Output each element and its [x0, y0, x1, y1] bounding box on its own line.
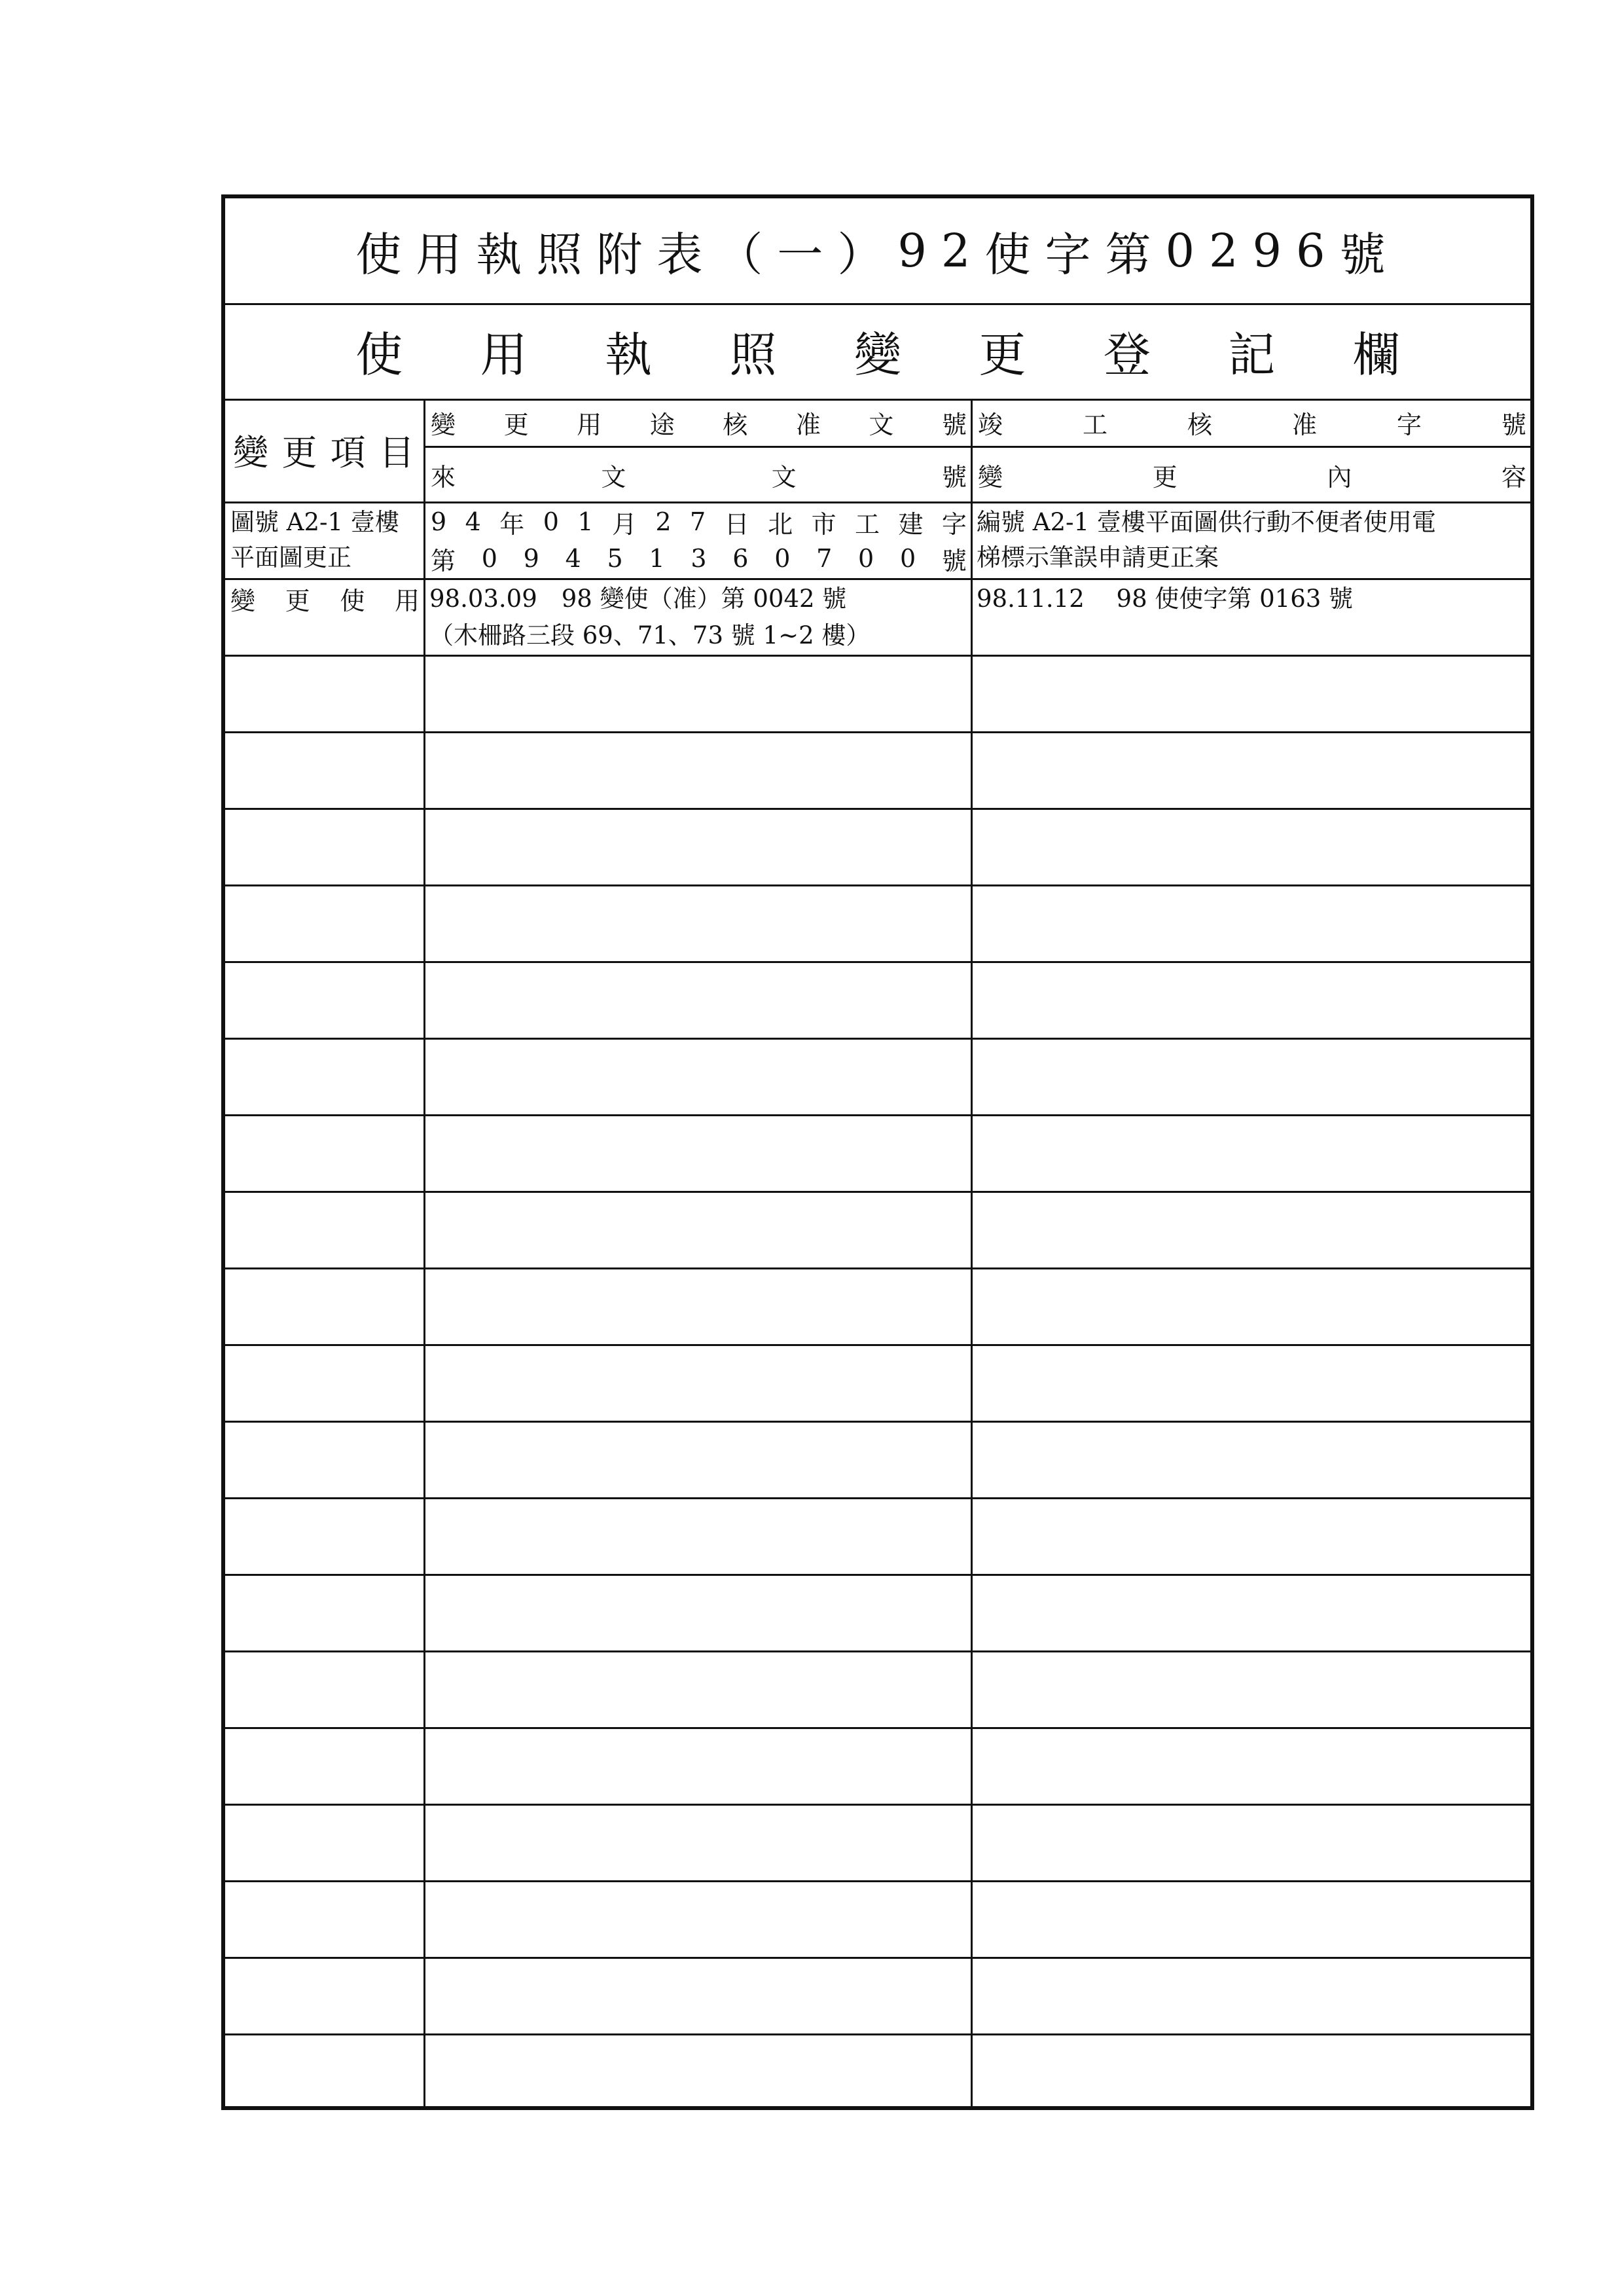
row1-doc1-c0: 9 — [431, 507, 447, 536]
form-title — [225, 198, 1530, 305]
header-incoming-c3: 號 — [941, 462, 967, 492]
header-usage-c5: 准 — [795, 410, 821, 439]
title-c1: 用 — [416, 227, 476, 282]
subtitle-c5: 更 — [979, 327, 1026, 382]
title-c7: 92 — [897, 224, 985, 278]
row1-doc-line2 — [425, 540, 971, 577]
header-completion-c5: 號 — [1501, 410, 1526, 439]
subtitle-c8: 欄 — [1352, 327, 1400, 382]
row1-doc1-c11: 工 — [855, 509, 880, 539]
row-divider — [225, 884, 1530, 886]
row2-doc-line1: 98.03.09 98 變使（准）第 0042 號 — [429, 585, 847, 613]
row1-doc1-c13: 字 — [941, 509, 967, 539]
row-divider — [225, 1038, 1530, 1040]
header-incoming-c2: 文 — [771, 462, 797, 492]
row-divider — [225, 731, 1530, 733]
title-c10: 號 — [1339, 227, 1400, 282]
header-usage-c7: 號 — [941, 410, 967, 439]
row1-doc2-c9: 7 — [816, 544, 833, 573]
row1-doc1-c4: 1 — [577, 507, 594, 536]
subtitle-c2: 執 — [605, 327, 653, 382]
row1-doc-line1 — [425, 503, 971, 540]
form-subtitle — [225, 303, 1530, 401]
header-usage-approval-no — [425, 399, 971, 446]
title-c3: 照 — [536, 227, 597, 282]
row1-doc1-c3: 0 — [543, 507, 559, 536]
row1-doc2-c3: 4 — [565, 544, 581, 573]
row1-item-line2: 平面圖更正 — [230, 543, 351, 572]
header-completion-c4: 字 — [1396, 410, 1422, 439]
row-divider — [225, 1114, 1530, 1116]
row1-doc1-c9: 北 — [768, 509, 793, 539]
row-divider — [225, 1650, 1530, 1652]
row-divider — [225, 1267, 1530, 1269]
row1-doc1-c12: 建 — [898, 509, 924, 539]
row2-doc-line2: （木柵路三段 69、71、73 號 1~2 樓） — [429, 621, 871, 649]
title-c2: 執 — [476, 227, 537, 282]
row-divider — [225, 1727, 1530, 1729]
row-divider — [225, 1880, 1530, 1882]
row2-content-line1: 98.11.12 98 使使字第 0163 號 — [977, 585, 1354, 613]
row1-doc1-c5: 月 — [611, 509, 637, 539]
header-completion-c1: 工 — [1082, 410, 1107, 439]
header-usage-c4: 核 — [723, 410, 748, 439]
subtitle-c1: 用 — [480, 327, 528, 382]
change-record-table — [225, 399, 1530, 2106]
header-completion-c0: 竣 — [978, 410, 1003, 439]
row1-doc2-c11: 0 — [899, 544, 916, 573]
row2-item-c3: 用 — [394, 586, 420, 615]
row1-item-line1: 圖號 A2-1 壹樓 — [230, 508, 399, 536]
header-item-c3: 目 — [378, 432, 414, 473]
row1-doc1-c1: 4 — [465, 507, 481, 536]
title-c4: 附 — [596, 227, 657, 282]
row2-item-c0: 變 — [230, 586, 256, 615]
row-divider — [225, 655, 1530, 657]
row1-doc2-c8: 0 — [774, 544, 791, 573]
row-divider — [225, 2033, 1530, 2035]
row1-doc2-c4: 5 — [607, 544, 623, 573]
header-completion-approval-no — [973, 399, 1530, 446]
header-usage-c1: 更 — [503, 410, 529, 439]
header-incoming-c0: 來 — [431, 462, 456, 492]
title-c0: 使 — [355, 227, 416, 282]
header-content-c0: 變 — [978, 462, 1003, 492]
row1-doc2-c7: 6 — [732, 544, 749, 573]
usage-license-form — [221, 194, 1534, 2110]
row-divider — [225, 1804, 1530, 1806]
row2-item-c1: 更 — [285, 586, 310, 615]
header-usage-c2: 用 — [577, 410, 602, 439]
header-usage-c6: 文 — [869, 410, 894, 439]
header-item-c2: 項 — [330, 432, 366, 473]
row-divider — [225, 1191, 1530, 1193]
row-divider — [225, 1957, 1530, 1959]
header-item-c0: 變 — [233, 432, 268, 473]
row1-doc2-c0: 第 — [431, 546, 456, 575]
title-c6: （一） — [717, 227, 898, 282]
header-item-c1: 更 — [281, 432, 317, 473]
header-usage-c3: 途 — [649, 410, 675, 439]
header-incoming-doc-no — [425, 448, 971, 501]
row-divider — [225, 961, 1530, 963]
row1-content-line1: 編號 A2-1 壹樓平面圖供行動不便者使用電 — [977, 508, 1436, 536]
row-divider — [225, 1574, 1530, 1576]
row-divider — [225, 1497, 1530, 1499]
row1-doc1-c7: 7 — [690, 507, 706, 536]
row1-doc1-c6: 2 — [655, 507, 672, 536]
title-c9: 0296 — [1165, 224, 1340, 278]
row1-doc2-c2: 9 — [523, 544, 539, 573]
subtitle-c7: 記 — [1228, 327, 1276, 382]
subtitle-c4: 變 — [854, 327, 901, 382]
row1-doc1-c10: 市 — [811, 509, 836, 539]
header-content-c3: 容 — [1501, 462, 1526, 492]
header-completion-c2: 核 — [1187, 410, 1212, 439]
row1-doc1-c2: 年 — [499, 509, 525, 539]
header-incoming-c1: 文 — [601, 462, 626, 492]
row1-doc2-c10: 0 — [858, 544, 874, 573]
row1-doc2-c12: 號 — [941, 546, 967, 575]
title-c8: 使字第 — [984, 227, 1166, 282]
row1-doc2-c6: 3 — [691, 544, 707, 573]
row-divider — [225, 808, 1530, 810]
title-c5: 表 — [656, 227, 717, 282]
subtitle-c6: 登 — [1103, 327, 1151, 382]
row1-doc1-c8: 日 — [724, 509, 749, 539]
row1-doc2-c1: 0 — [481, 544, 497, 573]
header-content-c2: 內 — [1327, 462, 1352, 492]
row2-item — [225, 580, 423, 617]
subtitle-c0: 使 — [355, 327, 403, 382]
header-content-c1: 更 — [1152, 462, 1178, 492]
row2-item-c2: 使 — [340, 586, 365, 615]
row1-doc2-c5: 1 — [649, 544, 665, 573]
row1-content-line2: 梯標示筆誤申請更正案 — [977, 543, 1219, 572]
row-divider — [225, 1344, 1530, 1346]
header-completion-c3: 准 — [1291, 410, 1317, 439]
header-change-content — [973, 448, 1530, 501]
row-divider — [225, 1421, 1530, 1423]
subtitle-c3: 照 — [729, 327, 777, 382]
header-usage-c0: 變 — [431, 410, 456, 439]
header-change-item — [225, 399, 423, 501]
